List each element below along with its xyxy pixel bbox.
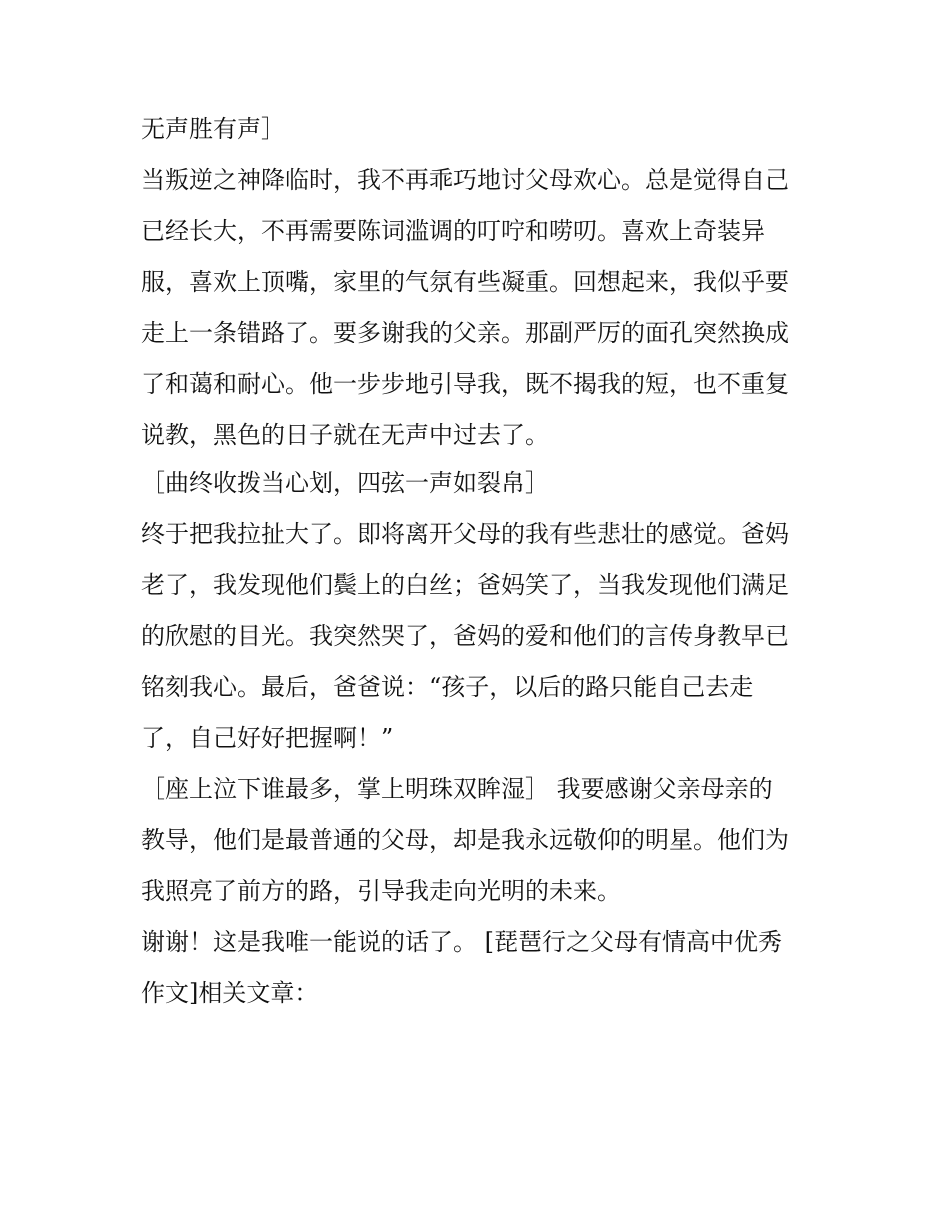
text-line: 终于把我拉扯大了。即将离开父母的我有些悲壮的感觉。爸妈 — [141, 520, 789, 548]
text-line: ［曲终收拨当心划，四弦一声如裂帛］ — [141, 469, 549, 497]
text-line: 老了，我发现他们鬓上的白丝；爸妈笑了，当我发现他们满足 — [141, 571, 789, 599]
text-line: 教导，他们是最普通的父母，却是我永远敬仰的明星。他们为 — [141, 826, 789, 854]
text-line: 我照亮了前方的路，引导我走向光明的未来。 — [141, 877, 621, 905]
text-line: 说教，黑色的日子就在无声中过去了。 — [141, 421, 549, 449]
text-line: 了和蔼和耐心。他一步步地引导我，既不揭我的短，也不重复 — [141, 370, 789, 398]
text-line: ［座上泣下谁最多，掌上明珠双眸湿］ 我要感谢父亲母亲的 — [141, 775, 773, 803]
text-line: 已经长大，不再需要陈词滥调的叮咛和唠叨。喜欢上奇装异 — [141, 217, 765, 245]
text-line: 了，自己好好把握啊！” — [141, 724, 394, 752]
text-line: 无声胜有声］ — [141, 115, 285, 143]
text-line: 当叛逆之神降临时，我不再乖巧地讨父母欢心。总是觉得自己 — [141, 166, 789, 194]
text-line: 走上一条错路了。要多谢我的父亲。那副严厉的面孔突然换成 — [141, 319, 789, 347]
text-line: 的欣慰的目光。我突然哭了，爸妈的爱和他们的言传身教早已 — [141, 622, 789, 650]
text-line: 作文]相关文章： — [141, 979, 319, 1007]
text-line: 铭刻我心。最后，爸爸说：“孩子，以后的路只能自己去走 — [141, 673, 754, 701]
text-line: 谢谢！这是我唯一能说的话了。 [琵琶行之父母有情高中优秀 — [141, 928, 782, 956]
text-line: 服，喜欢上顶嘴，家里的气氛有些凝重。回想起来，我似乎要 — [141, 268, 789, 296]
